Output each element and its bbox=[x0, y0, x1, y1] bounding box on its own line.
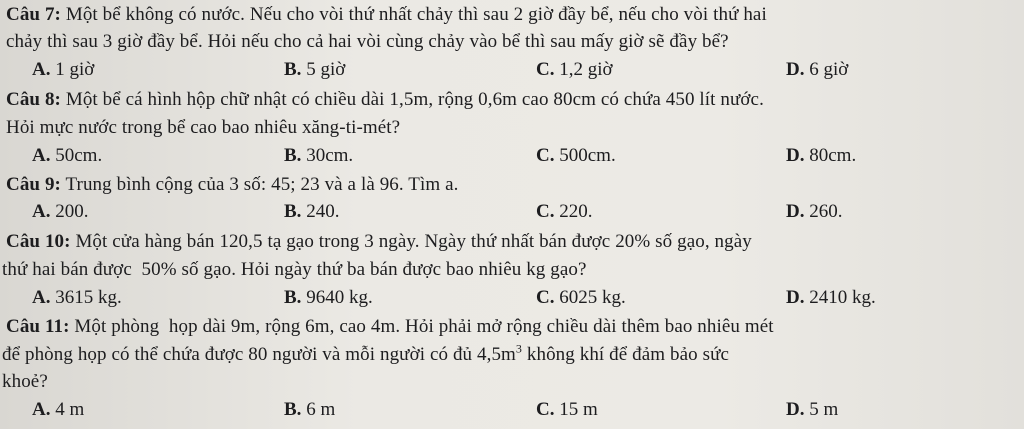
option-text: 1,2 giờ bbox=[559, 59, 613, 80]
question-10-option-d[interactable] bbox=[786, 286, 876, 310]
question-8-text-2: Hỏi mực nước trong bể cao bao nhiêu xăng-ti-mét? bbox=[6, 117, 401, 138]
question-8-option-c[interactable] bbox=[536, 144, 616, 168]
option-letter: C. bbox=[536, 145, 555, 166]
option-text: 500cm. bbox=[559, 145, 616, 166]
question-9-option-d[interactable] bbox=[786, 200, 842, 224]
option-letter: A. bbox=[32, 287, 51, 308]
question-9-options bbox=[0, 200, 1024, 224]
question-7-option-d[interactable] bbox=[786, 58, 848, 82]
question-9-label: Câu 9: bbox=[6, 174, 61, 195]
question-11-text-2-tail: không khí để đảm bảo sức bbox=[522, 344, 730, 365]
question-10-option-a[interactable] bbox=[32, 286, 122, 310]
option-text: 6 m bbox=[306, 399, 336, 420]
question-7-option-c[interactable] bbox=[536, 58, 613, 82]
question-11-line-2 bbox=[2, 343, 1020, 367]
question-11-line-3 bbox=[2, 370, 1020, 394]
question-8-text-1: Một bể cá hình hộp chữ nhật có chiều dài 1,5m, rộng 0,6m cao 80cm có chứa 450 lít nước. bbox=[65, 89, 764, 110]
option-letter: D. bbox=[786, 59, 805, 80]
option-letter: B. bbox=[284, 399, 302, 420]
question-9-line-1 bbox=[6, 173, 1020, 197]
question-7-options bbox=[0, 58, 1024, 82]
option-letter: A. bbox=[32, 145, 51, 166]
option-text: 2410 kg. bbox=[809, 287, 876, 308]
option-letter: A. bbox=[32, 399, 51, 420]
question-8-line-1 bbox=[6, 88, 1020, 112]
option-letter: B. bbox=[284, 59, 302, 80]
question-11-option-b[interactable] bbox=[284, 398, 335, 422]
option-text: 9640 kg. bbox=[306, 287, 373, 308]
option-text: 220. bbox=[559, 201, 593, 222]
option-text: 4 m bbox=[55, 399, 85, 420]
question-10-text-1: Một cửa hàng bán 120,5 tạ gạo trong 3 ngày. Ngày thứ nhất bán được 20% số gạo, ngày bbox=[75, 231, 752, 252]
question-11-line-1 bbox=[6, 315, 1020, 339]
question-8-label: Câu 8: bbox=[6, 89, 61, 110]
option-text: 5 giờ bbox=[306, 59, 346, 80]
question-8-options bbox=[0, 144, 1024, 168]
question-7-option-b[interactable] bbox=[284, 58, 345, 82]
question-10-line-1 bbox=[6, 230, 1020, 254]
question-11-options bbox=[0, 398, 1024, 422]
question-11-text-1: Một phòng họp dài 9m, rộng 6m, cao 4m. Hỏi phải mở rộng chiều dài thêm bao nhiêu mét bbox=[74, 316, 774, 337]
option-letter: A. bbox=[32, 59, 51, 80]
question-11-text-3: khoẻ? bbox=[2, 371, 48, 392]
question-7-line-2 bbox=[6, 30, 1020, 54]
option-text: 50cm. bbox=[55, 145, 103, 166]
question-10-option-b[interactable] bbox=[284, 286, 373, 310]
option-letter: C. bbox=[536, 59, 555, 80]
option-letter: B. bbox=[284, 145, 302, 166]
option-letter: C. bbox=[536, 201, 555, 222]
question-11-label: Câu 11: bbox=[6, 316, 70, 337]
option-text: 6 giờ bbox=[809, 59, 849, 80]
question-10-label: Câu 10: bbox=[6, 231, 71, 252]
question-8-option-b[interactable] bbox=[284, 144, 353, 168]
option-text: 30cm. bbox=[306, 145, 354, 166]
option-text: 15 m bbox=[559, 399, 598, 420]
question-11-option-c[interactable] bbox=[536, 398, 598, 422]
question-9-option-a[interactable] bbox=[32, 200, 88, 224]
question-10-options bbox=[0, 286, 1024, 310]
option-letter: D. bbox=[786, 399, 805, 420]
option-letter: D. bbox=[786, 287, 805, 308]
question-8-line-2 bbox=[6, 116, 1020, 140]
question-7-label: Câu 7: bbox=[6, 4, 61, 25]
option-text: 6025 kg. bbox=[559, 287, 626, 308]
question-7-text-2: chảy thì sau 3 giờ đầy bể. Hỏi nếu cho cả hai vòi cùng chảy vào bể thì sau mấy giờ sẽ đầy bể? bbox=[6, 31, 729, 52]
option-letter: D. bbox=[786, 145, 805, 166]
option-letter: B. bbox=[284, 287, 302, 308]
option-text: 80cm. bbox=[809, 145, 857, 166]
question-9-option-c[interactable] bbox=[536, 200, 592, 224]
question-10-line-2 bbox=[2, 258, 1020, 282]
option-letter: B. bbox=[284, 201, 302, 222]
question-10-option-c[interactable] bbox=[536, 286, 626, 310]
option-text: 3615 kg. bbox=[55, 287, 122, 308]
question-9-option-b[interactable] bbox=[284, 200, 339, 224]
option-letter: C. bbox=[536, 287, 555, 308]
question-7-line-1 bbox=[6, 3, 1020, 27]
cubic-exponent: 3 bbox=[515, 341, 523, 356]
question-11-option-d[interactable] bbox=[786, 398, 838, 422]
question-11-option-a[interactable] bbox=[32, 398, 84, 422]
question-11-text-2: để phòng họp có thể chứa được 80 người và mỗi người có đủ 4,5m bbox=[2, 344, 516, 365]
option-letter: A. bbox=[32, 201, 51, 222]
question-7-option-a[interactable] bbox=[32, 58, 94, 82]
option-text: 240. bbox=[306, 201, 340, 222]
option-text: 1 giờ bbox=[55, 59, 95, 80]
option-letter: C. bbox=[536, 399, 555, 420]
question-8-option-d[interactable] bbox=[786, 144, 856, 168]
question-9-text-1: Trung bình cộng của 3 số: 45; 23 và a là 96. Tìm a. bbox=[65, 174, 459, 195]
option-letter: D. bbox=[786, 201, 805, 222]
option-text: 260. bbox=[809, 201, 843, 222]
question-10-text-2: thứ hai bán được 50% số gạo. Hỏi ngày thứ ba bán được bao nhiêu kg gạo? bbox=[2, 259, 587, 280]
question-7-text-1: Một bể không có nước. Nếu cho vòi thứ nhất chảy thì sau 2 giờ đầy bể, nếu cho vòi thứ hai bbox=[65, 4, 767, 25]
option-text: 5 m bbox=[809, 399, 839, 420]
option-text: 200. bbox=[55, 201, 89, 222]
question-8-option-a[interactable] bbox=[32, 144, 102, 168]
